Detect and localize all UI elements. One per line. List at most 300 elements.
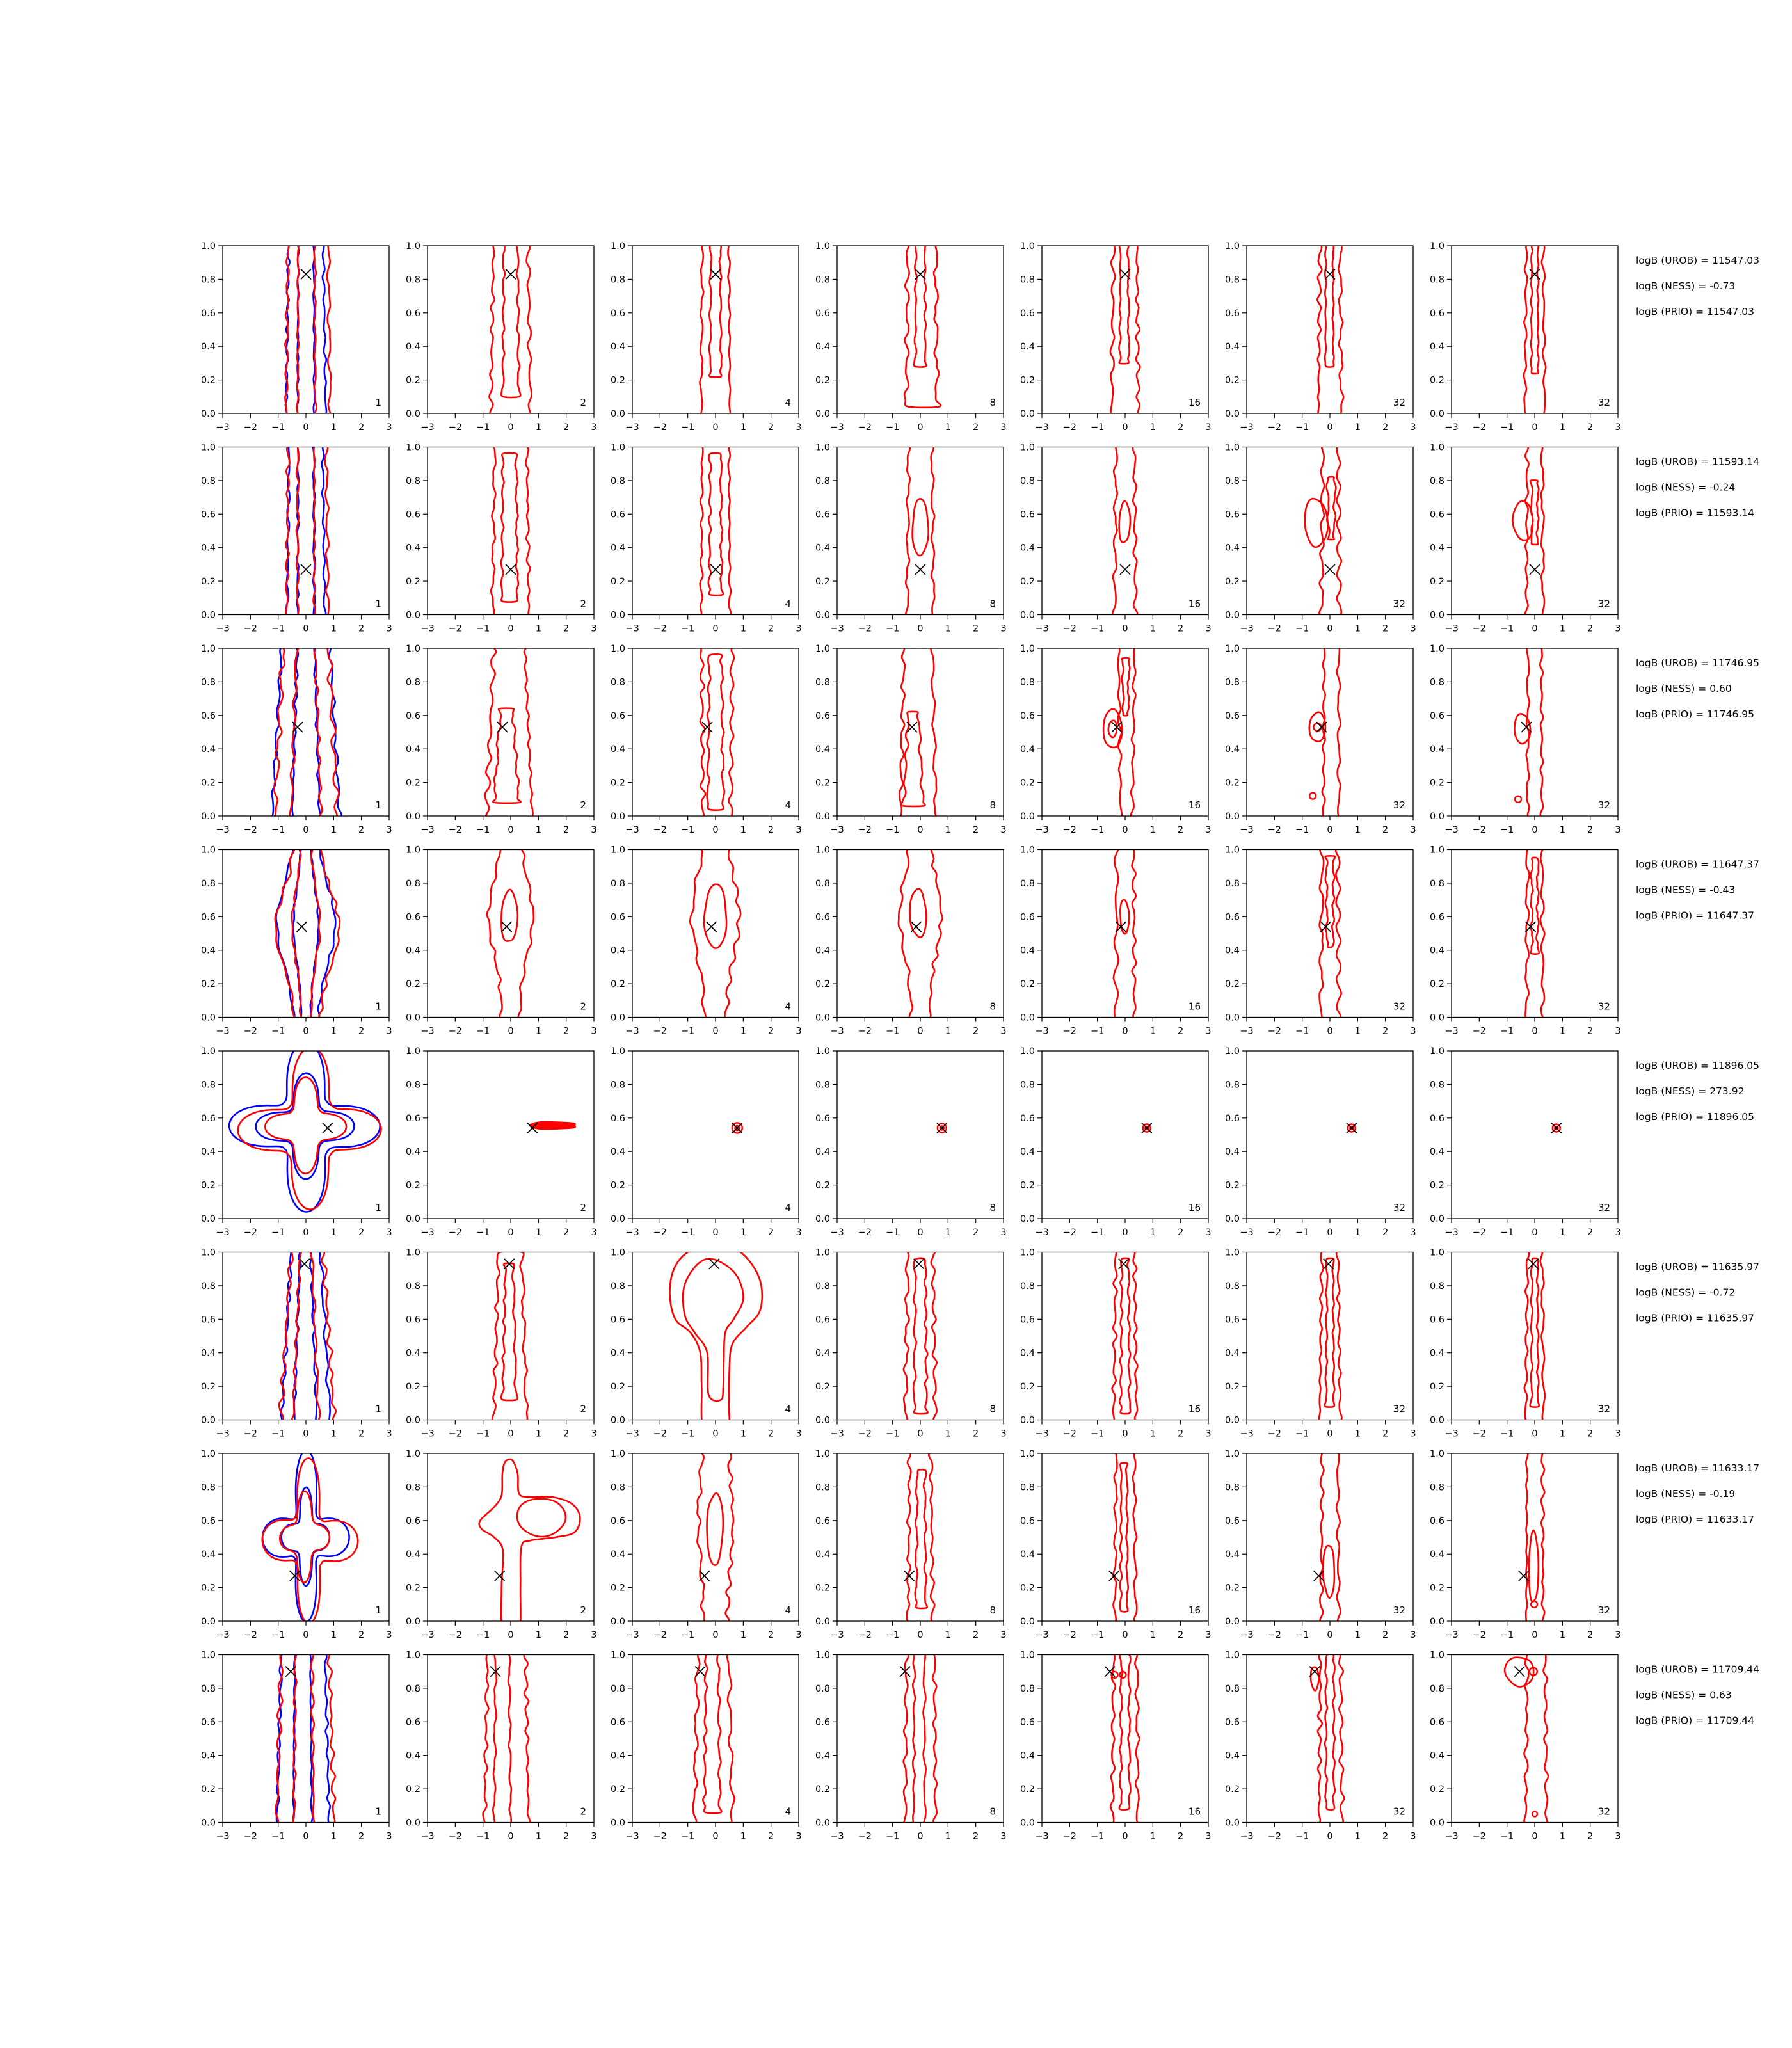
y-tick-label: 0.2: [1224, 1180, 1240, 1191]
x-tick-label: −1: [680, 1831, 695, 1842]
x-tick-label: −2: [1472, 1831, 1487, 1842]
y-tick-label: 1.0: [610, 845, 625, 856]
axes-box: [1042, 648, 1208, 816]
y-tick-label: 0.2: [405, 1382, 420, 1393]
contour-layer: [1524, 1439, 1546, 1636]
y-tick-label: 0.8: [610, 1080, 625, 1091]
contour-red: [669, 1245, 762, 1433]
x-tick-label: −3: [1240, 1831, 1254, 1842]
subplot-r7c4: [815, 1439, 1007, 1640]
sample-count-label: 8: [989, 1805, 996, 1818]
y-tick-label: 0.8: [405, 1683, 420, 1694]
x-tick-label: 1: [1559, 1831, 1565, 1842]
x-tick-label: 0: [712, 1026, 719, 1037]
y-tick-label: 0.8: [1429, 677, 1444, 688]
y-tick-label: 0.6: [610, 710, 625, 721]
x-tick-label: −2: [1472, 1228, 1487, 1238]
y-tick-label: 0.6: [610, 509, 625, 520]
x-tick-label: −2: [1267, 1228, 1282, 1238]
y-tick-label: 1.0: [200, 1449, 216, 1459]
y-tick-label: 0.2: [1429, 979, 1444, 990]
x-tick-label: −3: [830, 1228, 844, 1238]
truth-marker: [914, 1259, 924, 1269]
x-tick-label: −2: [1062, 1630, 1077, 1640]
sample-count-label: 32: [1597, 1000, 1610, 1012]
side-text-prio: logB (PRIO) = 11547.03: [1636, 306, 1754, 317]
y-tick-label: 1.0: [200, 442, 216, 453]
contour-red: [1112, 1439, 1137, 1636]
x-tick-label: −3: [1240, 1228, 1254, 1238]
x-tick-label: −3: [216, 1428, 230, 1439]
subplot-r8c6: [1225, 1640, 1416, 1841]
contour-red: [1120, 1463, 1128, 1612]
y-tick-label: 0.2: [1224, 375, 1240, 386]
axes-box: [223, 246, 389, 413]
contour-red-dot: [1515, 796, 1521, 803]
axes-box: [1042, 246, 1208, 413]
sample-count-label: 16: [1188, 1000, 1201, 1012]
x-tick-label: −1: [271, 1630, 285, 1640]
y-tick-label: 0.8: [1224, 878, 1240, 889]
y-tick-label: 0.2: [610, 375, 625, 386]
y-tick-label: 0.4: [610, 1147, 625, 1158]
x-tick-label: −1: [476, 825, 490, 835]
x-tick-label: 3: [386, 623, 392, 634]
x-tick-label: 0: [1327, 825, 1333, 835]
y-tick-label: 0.2: [610, 1180, 625, 1191]
y-tick-label: 0.8: [610, 1482, 625, 1493]
contour-layer: [487, 840, 534, 1032]
x-tick-label: 0: [1122, 1630, 1128, 1640]
x-tick-label: −2: [653, 1428, 668, 1439]
y-tick-label: 0.4: [405, 1549, 420, 1560]
x-tick-label: 2: [358, 1831, 365, 1842]
y-tick-label: 0.8: [405, 1482, 420, 1493]
subplot-r3c6: [1225, 634, 1416, 835]
y-tick-label: 1.0: [1020, 1247, 1035, 1258]
y-tick-label: 1.0: [1224, 1650, 1240, 1661]
y-tick-label: 0.2: [1020, 778, 1035, 788]
contour-layer: [1319, 835, 1341, 1032]
x-tick-label: −1: [1090, 825, 1105, 835]
contour-red: [492, 1251, 528, 1434]
contour-red: [1530, 1258, 1539, 1407]
contour-red: [709, 240, 722, 377]
x-tick-label: 0: [1327, 1831, 1333, 1842]
y-tick-label: 0.0: [1224, 610, 1240, 621]
x-tick-label: 1: [945, 422, 951, 433]
y-tick-label: 0.6: [405, 1717, 420, 1728]
y-tick-label: 0.4: [1429, 543, 1444, 554]
x-tick-label: −3: [830, 1831, 844, 1842]
y-tick-label: 0.0: [405, 1617, 420, 1627]
axes-box: [837, 1453, 1004, 1621]
sample-count-label: 1: [375, 1805, 381, 1818]
y-tick-label: 0.6: [610, 308, 625, 319]
x-tick-label: 2: [1178, 1831, 1184, 1842]
x-tick-label: 2: [358, 623, 365, 634]
truth-marker: [695, 1667, 705, 1677]
x-tick-label: −2: [1062, 1831, 1077, 1842]
x-tick-label: 0: [303, 1630, 309, 1640]
y-tick-label: 0.4: [1020, 543, 1035, 554]
y-tick-label: 0.0: [1020, 1214, 1035, 1224]
y-tick-label: 0.6: [1224, 509, 1240, 520]
contour-layer: [229, 1042, 381, 1212]
y-tick-label: 0.2: [815, 1784, 830, 1795]
y-tick-label: 0.8: [815, 1281, 830, 1292]
subplot-r8c3: [611, 1640, 802, 1841]
y-tick-label: 0.6: [1020, 1717, 1035, 1728]
y-tick-label: 0.2: [200, 778, 216, 788]
contour-red: [1320, 1439, 1340, 1636]
x-tick-label: −1: [476, 1228, 490, 1238]
sample-count-label: 16: [1188, 799, 1201, 811]
sample-count-label: 32: [1597, 1202, 1610, 1213]
y-tick-label: 0.0: [815, 1818, 830, 1828]
x-tick-label: −1: [1090, 1428, 1105, 1439]
subplot-r2c7: [1430, 433, 1621, 634]
contour-red: [1325, 856, 1336, 947]
x-tick-label: 3: [796, 623, 802, 634]
contour-red: [1119, 501, 1130, 543]
y-tick-label: 0.8: [815, 476, 830, 486]
x-tick-label: 3: [1205, 1228, 1212, 1238]
x-tick-label: 0: [1532, 623, 1538, 634]
y-tick-label: 1.0: [1020, 644, 1035, 654]
x-tick-label: −1: [271, 825, 285, 835]
x-tick-label: 1: [945, 1026, 951, 1037]
contour-red-dot: [1314, 723, 1322, 731]
subplot-r6c5: [1020, 1238, 1212, 1439]
y-tick-label: 0.4: [1020, 1348, 1035, 1359]
side-text-urob: logB (UROB) = 11593.14: [1636, 456, 1760, 468]
contour-red: [238, 1047, 381, 1209]
x-tick-label: 1: [1354, 623, 1361, 634]
contour-layer: [1505, 1640, 1548, 1837]
sample-count-label: 2: [580, 1202, 586, 1213]
y-tick-label: 0.8: [1020, 1683, 1035, 1694]
x-tick-label: 2: [1178, 623, 1184, 634]
x-tick-label: −3: [1240, 1026, 1254, 1037]
y-tick-label: 0.0: [1020, 812, 1035, 822]
y-tick-label: 0.8: [1224, 1281, 1240, 1292]
subplot-r4c5: [1020, 835, 1212, 1036]
truth-marker: [502, 922, 512, 932]
y-tick-label: 0.8: [200, 1080, 216, 1091]
contour-red: [1512, 501, 1532, 540]
side-text-ness: logB (NESS) = -0.72: [1636, 1286, 1736, 1299]
contour-layer: [690, 844, 740, 1032]
x-tick-label: −3: [216, 1026, 230, 1037]
x-tick-label: 3: [796, 825, 802, 835]
y-tick-label: 0.0: [1020, 1415, 1035, 1426]
x-tick-label: −1: [1090, 1630, 1105, 1640]
subplot-r7c5: [1020, 1439, 1212, 1640]
contour-red: [903, 1640, 938, 1837]
sample-count-label: 1: [375, 598, 381, 610]
y-tick-label: 0.8: [1224, 476, 1240, 486]
y-tick-label: 0.6: [1020, 1315, 1035, 1325]
x-tick-label: 2: [768, 1831, 774, 1842]
sample-count-label: 32: [1393, 1805, 1405, 1818]
axes-box: [1247, 1051, 1413, 1219]
x-tick-label: −1: [476, 1428, 490, 1439]
contour-red: [1119, 245, 1129, 364]
x-tick-label: 1: [330, 1831, 337, 1842]
contour-layer: [905, 433, 936, 629]
x-tick-label: 2: [973, 422, 979, 433]
x-tick-label: 0: [508, 825, 514, 835]
side-text-prio: logB (PRIO) = 11633.17: [1636, 1514, 1754, 1525]
x-tick-label: −1: [1295, 623, 1309, 634]
y-tick-label: 0.2: [405, 778, 420, 788]
y-tick-label: 0.4: [1429, 1750, 1444, 1761]
x-tick-label: 0: [303, 623, 309, 634]
y-tick-label: 0.6: [1224, 1113, 1240, 1124]
x-tick-label: 2: [1178, 1428, 1184, 1439]
contour-red: [517, 1499, 566, 1537]
x-tick-label: −1: [271, 422, 285, 433]
subplot-r5c2: [406, 1046, 597, 1238]
x-tick-label: 1: [1149, 1228, 1156, 1238]
y-tick-label: 1.0: [1429, 1650, 1444, 1661]
y-tick-label: 0.8: [1224, 275, 1240, 285]
x-tick-label: −2: [858, 825, 872, 835]
x-tick-label: 3: [1615, 825, 1621, 835]
x-tick-label: −3: [420, 1228, 435, 1238]
x-tick-label: −1: [885, 623, 900, 634]
x-tick-label: 1: [535, 1831, 541, 1842]
x-tick-label: −1: [680, 422, 695, 433]
y-tick-label: 0.0: [610, 610, 625, 621]
y-tick-label: 1.0: [1020, 1046, 1035, 1057]
y-tick-label: 1.0: [610, 1046, 625, 1057]
x-tick-label: 1: [330, 623, 337, 634]
contour-red: [905, 433, 936, 629]
x-tick-label: 2: [1178, 1228, 1184, 1238]
y-tick-label: 0.8: [1020, 1281, 1035, 1292]
contour-red: [904, 232, 941, 408]
y-tick-label: 1.0: [1224, 644, 1240, 654]
contour-layer: [282, 232, 335, 428]
x-tick-label: −1: [1090, 422, 1105, 433]
truth-marker: [497, 722, 508, 732]
x-tick-label: −2: [858, 422, 872, 433]
x-tick-label: −3: [625, 422, 639, 433]
x-tick-label: −1: [680, 1428, 695, 1439]
x-tick-label: 2: [973, 623, 979, 634]
sample-count-label: 32: [1597, 1403, 1610, 1415]
x-tick-label: −1: [476, 1831, 490, 1842]
y-tick-label: 1.0: [405, 845, 420, 856]
x-tick-label: −1: [885, 1630, 900, 1640]
x-tick-label: −2: [448, 825, 463, 835]
y-tick-label: 0.4: [200, 744, 216, 755]
contour-layer: [481, 1640, 532, 1837]
contour-red: [1311, 1667, 1318, 1691]
x-tick-label: −1: [885, 1228, 900, 1238]
x-tick-label: −2: [1267, 422, 1282, 433]
y-tick-label: 0.0: [610, 1415, 625, 1426]
y-tick-label: 0.6: [200, 1113, 216, 1124]
sample-count-label: 4: [785, 799, 791, 811]
x-tick-label: 1: [1149, 1630, 1156, 1640]
contour-red: [501, 237, 520, 397]
axes-box: [223, 1051, 389, 1219]
sample-count-label: 8: [989, 598, 996, 610]
y-tick-label: 0.0: [1429, 1415, 1444, 1426]
y-tick-label: 0.4: [610, 1348, 625, 1359]
y-tick-label: 0.6: [1429, 1516, 1444, 1526]
x-tick-label: 0: [917, 1831, 924, 1842]
y-tick-label: 0.0: [405, 1818, 420, 1828]
x-tick-label: −1: [1500, 422, 1514, 433]
x-tick-label: 3: [1000, 623, 1007, 634]
axes-box: [428, 1051, 594, 1219]
sample-count-label: 32: [1393, 1403, 1405, 1415]
y-tick-label: 0.0: [815, 812, 830, 822]
sample-count-label: 8: [989, 1000, 996, 1012]
x-tick-label: 1: [1354, 1630, 1361, 1640]
truth-marker: [1519, 1571, 1529, 1581]
contour-red: [913, 499, 929, 556]
axes-box: [632, 1252, 799, 1420]
y-tick-label: 0.8: [815, 1683, 830, 1694]
contour-red: [915, 1469, 927, 1608]
x-tick-label: −1: [680, 1228, 695, 1238]
truth-marker: [707, 922, 717, 932]
axes-box: [632, 850, 799, 1018]
y-tick-label: 0.2: [1224, 1382, 1240, 1393]
y-tick-label: 0.4: [1224, 945, 1240, 956]
contour-layer: [1112, 1439, 1137, 1636]
x-tick-label: 1: [1354, 1831, 1361, 1842]
side-text-urob: logB (UROB) = 11746.95: [1636, 657, 1760, 669]
y-tick-label: 0.2: [200, 1382, 216, 1393]
axes-box: [428, 648, 594, 816]
y-tick-label: 0.8: [200, 1281, 216, 1292]
y-tick-label: 0.6: [610, 1113, 625, 1124]
y-tick-label: 0.4: [200, 543, 216, 554]
subplot-r6c2: [406, 1248, 597, 1439]
contour-red: [280, 1491, 330, 1582]
x-tick-label: −3: [625, 1831, 639, 1842]
sample-count-label: 2: [580, 1000, 586, 1012]
y-tick-label: 0.6: [405, 1315, 420, 1325]
y-tick-label: 0.2: [200, 577, 216, 588]
y-tick-label: 0.4: [200, 342, 216, 353]
side-text-urob: logB (UROB) = 11633.17: [1636, 1462, 1760, 1474]
contour-blue: [285, 433, 327, 629]
x-tick-label: 1: [1149, 825, 1156, 835]
y-tick-label: 0.6: [1224, 710, 1240, 721]
x-tick-label: 3: [796, 1228, 802, 1238]
x-tick-label: 2: [1178, 825, 1184, 835]
x-tick-label: −2: [1267, 825, 1282, 835]
contour-red: [1112, 433, 1137, 629]
y-tick-label: 0.0: [1429, 812, 1444, 822]
y-tick-label: 0.4: [1020, 1549, 1035, 1560]
contour-red: [1110, 1238, 1139, 1434]
x-tick-label: 0: [712, 623, 719, 634]
x-tick-label: −2: [1267, 1630, 1282, 1640]
y-tick-label: 0.0: [1020, 1012, 1035, 1023]
x-tick-label: 2: [358, 1630, 365, 1640]
x-tick-label: −1: [1500, 1630, 1514, 1640]
y-tick-label: 0.6: [405, 308, 420, 319]
x-tick-label: 3: [1205, 1026, 1212, 1037]
contour-layer: [275, 835, 340, 1032]
x-tick-label: −3: [1240, 825, 1254, 835]
y-tick-label: 0.4: [1429, 945, 1444, 956]
side-text-prio: logB (PRIO) = 11746.95: [1636, 708, 1754, 720]
y-tick-label: 0.6: [815, 912, 830, 923]
sample-count-label: 1: [375, 1000, 381, 1012]
x-tick-label: −1: [271, 1228, 285, 1238]
contour-layer: [488, 232, 534, 428]
x-tick-label: 2: [358, 825, 365, 835]
contour-red: [1110, 1640, 1140, 1837]
y-tick-label: 0.0: [405, 812, 420, 822]
x-tick-label: 2: [973, 1228, 979, 1238]
x-tick-label: −2: [653, 1630, 668, 1640]
x-tick-label: 3: [386, 1428, 392, 1439]
subplot-r2c6: [1225, 433, 1416, 634]
contour-red-dot: [1532, 1811, 1537, 1816]
x-tick-label: −1: [1500, 1026, 1514, 1037]
y-tick-label: 0.0: [1224, 1818, 1240, 1828]
sample-count-label: 4: [785, 1202, 791, 1213]
y-tick-label: 0.8: [1429, 1080, 1444, 1091]
y-tick-label: 0.6: [1020, 509, 1035, 520]
x-tick-label: 1: [945, 623, 951, 634]
x-tick-label: 3: [1205, 623, 1212, 634]
truth-marker: [1324, 1259, 1334, 1269]
x-tick-label: −3: [216, 1831, 230, 1842]
y-tick-label: 0.8: [405, 878, 420, 889]
x-tick-label: 2: [563, 1026, 570, 1037]
y-tick-label: 0.0: [1429, 1818, 1444, 1828]
axes-box: [837, 246, 1004, 413]
contour-red: [501, 1263, 518, 1400]
x-tick-label: −3: [1444, 623, 1459, 634]
subplot-r3c7: [1430, 634, 1621, 835]
x-tick-label: −2: [1267, 1831, 1282, 1842]
axes-box: [837, 447, 1004, 615]
contour-red: [501, 890, 517, 941]
contour-red: [902, 1248, 939, 1434]
sample-count-label: 1: [375, 799, 381, 811]
y-tick-label: 0.0: [610, 1617, 625, 1627]
x-tick-label: −1: [1090, 1026, 1105, 1037]
x-tick-label: 3: [1205, 1831, 1212, 1842]
x-tick-label: 1: [535, 623, 541, 634]
contour-red: [1525, 634, 1544, 831]
contour-layer: [669, 1245, 762, 1433]
x-tick-label: −2: [243, 1630, 258, 1640]
subplot-r3c4: [815, 634, 1007, 835]
y-tick-label: 0.2: [1020, 375, 1035, 386]
x-tick-label: −1: [476, 623, 490, 634]
x-tick-label: 0: [1532, 1228, 1538, 1238]
sample-count-label: 8: [989, 1403, 996, 1415]
subplot-r5c7: [1430, 1046, 1621, 1238]
x-tick-label: −1: [1090, 1831, 1105, 1842]
contour-blue: [276, 835, 335, 1032]
contour-red: [268, 634, 344, 831]
x-tick-label: 3: [796, 1026, 802, 1037]
